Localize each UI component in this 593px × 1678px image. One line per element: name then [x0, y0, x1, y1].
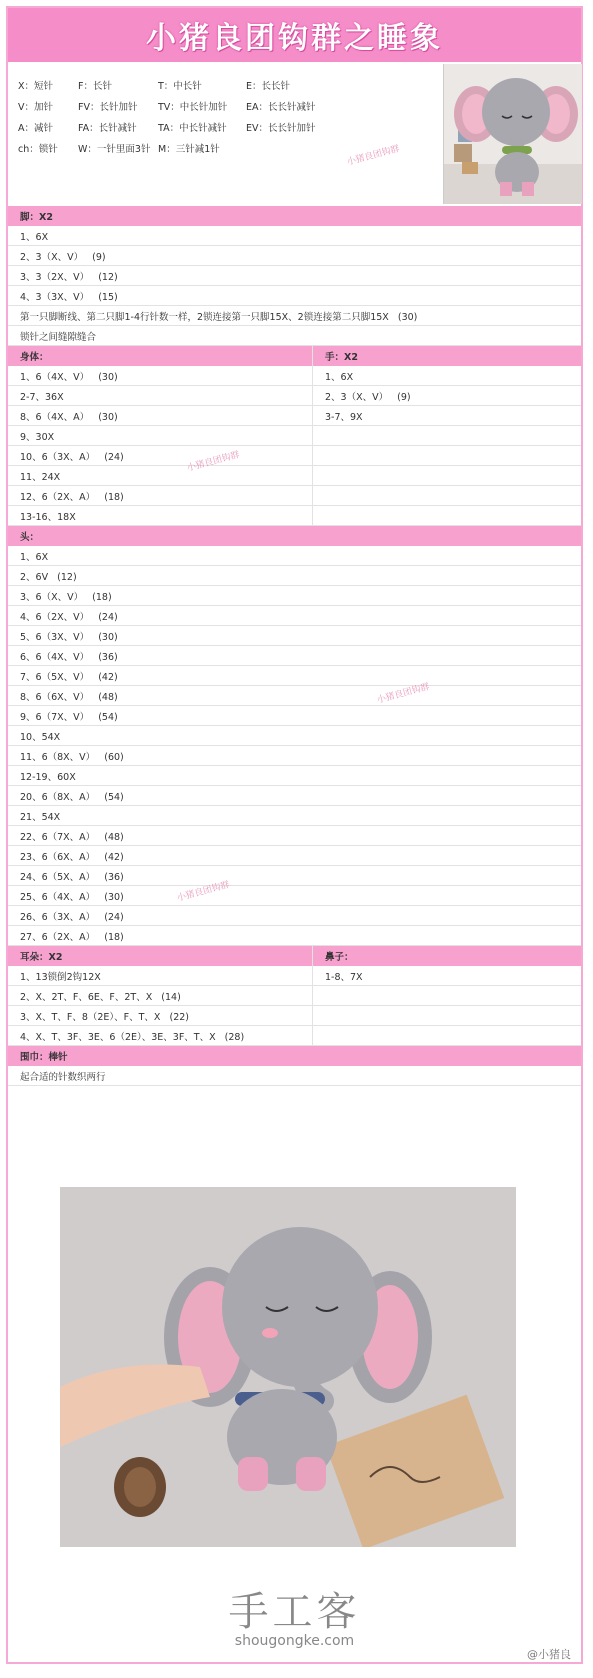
ear-header	[8, 946, 312, 966]
scarf-row-text: 起合适的针数织两行	[20, 1071, 106, 1083]
head-row	[8, 686, 581, 706]
body-row-text: 8、6（4X、A） (30)	[20, 411, 118, 423]
head-row	[8, 706, 581, 726]
elephant-photo	[60, 1187, 516, 1547]
body-row-text: 1、6（4X、V） (30)	[20, 371, 118, 383]
foot-row-text: 第一只脚断线、第二只脚1-4行针数一样，2锁连接第一只脚15X、2锁连接第二只脚15X (30)	[20, 311, 418, 323]
head-row-text: 3、6（X、V） (18)	[20, 591, 112, 603]
weibo-handle: @小猪良	[527, 1648, 571, 1661]
nose-row	[313, 1026, 581, 1046]
head-row-text: 4、6（2X、V） (24)	[20, 611, 118, 623]
hand-row-text: 3-7、9X	[325, 411, 363, 423]
hand-row	[313, 366, 581, 386]
head-row-text: 12-19、60X	[20, 771, 76, 783]
body-row	[8, 486, 312, 506]
head-row	[8, 806, 581, 826]
head-row-text: 11、6（8X、V） (60)	[20, 751, 124, 763]
nose-row-text: 1-8、7X	[325, 971, 363, 983]
ear-row-text: 4、X、T、3F、3E、6（2E）、3E、3F、T、X (28)	[20, 1031, 245, 1043]
body-column	[8, 346, 313, 526]
ear-nose-section	[8, 946, 581, 1046]
head-row-text: 6、6（4X、V） (36)	[20, 651, 118, 663]
body-row	[8, 446, 312, 466]
head-row-text: 23、6（6X、A） (42)	[20, 851, 124, 863]
elephant-photo-image	[60, 1187, 516, 1547]
legend-entry: W：一针里面3针	[78, 144, 151, 155]
body-row	[8, 466, 312, 486]
head-row-text: 8、6（6X、V） (48)	[20, 691, 118, 703]
head-row	[8, 766, 581, 786]
body-header-label: 身体：	[20, 352, 49, 363]
body-header	[8, 346, 312, 366]
footer-brand: 手工客	[228, 1589, 361, 1635]
head-row	[8, 586, 581, 606]
legend-entry: F：长针	[78, 81, 112, 92]
head-row	[8, 726, 581, 746]
hand-row	[313, 506, 581, 526]
body-row-text: 13-16、18X	[20, 511, 76, 523]
foot-row	[8, 326, 581, 346]
ear-row-text: 2、X、2T、F、6E、F、2T、X (14)	[20, 991, 181, 1003]
ear-row-text: 3、X、T、F、8（2E）、F、T、X (22)	[20, 1011, 189, 1023]
head-row-text: 10、54X	[20, 731, 61, 743]
legend-entry: A：减针	[18, 123, 53, 134]
foot-header-label: 脚：X2	[20, 212, 53, 223]
elephant-thumbnail-image	[444, 64, 582, 204]
legend-entry: V：加针	[18, 102, 53, 113]
title-bar	[8, 8, 581, 62]
legend-entry: TA：中长针减针	[158, 123, 227, 134]
foot-row	[8, 286, 581, 306]
nose-row	[313, 1006, 581, 1026]
page-title: 小猪良团钩群之睡象	[146, 21, 443, 56]
head-row	[8, 666, 581, 686]
ear-row	[8, 966, 312, 986]
foot-row	[8, 306, 581, 326]
scarf-row	[8, 1066, 581, 1086]
head-row-text: 24、6（5X、A） (36)	[20, 871, 124, 883]
head-row-text: 22、6（7X、A） (48)	[20, 831, 124, 843]
nose-row	[313, 966, 581, 986]
legend-entry: E：长长针	[246, 81, 291, 92]
elephant-thumbnail	[443, 64, 582, 204]
footer-url[interactable]: shougongke.com	[234, 1633, 355, 1649]
head-row-text: 1、6X	[20, 551, 49, 563]
head-row	[8, 786, 581, 806]
foot-row-text: 4、3（3X、V） (15)	[20, 291, 118, 303]
legend-entry: T：中长针	[158, 81, 202, 92]
legend-entry: EA：长长针减针	[246, 102, 316, 113]
hand-row-text: 2、3（X、V） (9)	[325, 391, 411, 403]
nose-header	[313, 946, 581, 966]
hand-row	[313, 466, 581, 486]
foot-row-text: 1、6X	[20, 231, 49, 243]
head-row-text: 21、54X	[20, 811, 61, 823]
foot-row-text: 3、3（2X、V） (12)	[20, 271, 118, 283]
legend-entry: ch：锁针	[18, 144, 58, 155]
pattern-sheet	[6, 6, 583, 1664]
ear-row	[8, 986, 312, 1006]
body-row-text: 2-7、36X	[20, 391, 64, 403]
head-row	[8, 646, 581, 666]
body-row-text: 9、30X	[20, 431, 55, 443]
ear-row-text: 1、13锁倒2钩12X	[20, 971, 101, 983]
scarf-header	[8, 1046, 581, 1066]
head-row-text: 26、6（3X、A） (24)	[20, 911, 124, 923]
ear-row	[8, 1026, 312, 1046]
body-hand-section	[8, 346, 581, 526]
ear-header-label: 耳朵：X2	[20, 952, 63, 963]
hand-column	[313, 346, 581, 526]
stitch-legend	[8, 64, 441, 204]
watermark: 小猪良团钩群	[346, 144, 401, 168]
head-row	[8, 906, 581, 926]
body-row-text: 12、6（2X、A） (18)	[20, 491, 124, 503]
head-row	[8, 546, 581, 566]
ear-row	[8, 1006, 312, 1026]
legend-entry: FA：长针减针	[78, 123, 137, 134]
head-row-text: 20、6（8X、A） (54)	[20, 791, 124, 803]
legend-entry: FV：长针加针	[78, 102, 138, 113]
head-row	[8, 626, 581, 646]
hand-row-text: 1、6X	[325, 371, 354, 383]
body-row	[8, 426, 312, 446]
foot-header	[8, 206, 581, 226]
body-row	[8, 506, 312, 526]
site-footer	[8, 1580, 581, 1649]
watermark: 小猪良团钩群	[186, 450, 241, 474]
head-row-text: 7、6（5X、V） (42)	[20, 671, 118, 683]
head-row	[8, 566, 581, 586]
head-row-text: 2、6V (12)	[20, 571, 77, 583]
legend-entry: M：三针减1针	[158, 144, 220, 155]
head-row	[8, 926, 581, 946]
body-row	[8, 366, 312, 386]
head-row	[8, 606, 581, 626]
foot-row-text: 2、3（X、V） (9)	[20, 251, 106, 263]
nose-row	[313, 986, 581, 1006]
foot-row	[8, 226, 581, 246]
hand-row	[313, 446, 581, 466]
head-row	[8, 866, 581, 886]
body-row	[8, 386, 312, 406]
hand-row	[313, 486, 581, 506]
foot-row-text: 锁针之间缝隙缝合	[20, 331, 97, 343]
head-header	[8, 526, 581, 546]
head-row	[8, 886, 581, 906]
hand-header	[313, 346, 581, 366]
body-row-text: 11、24X	[20, 471, 61, 483]
body-row	[8, 406, 312, 426]
hand-row	[313, 426, 581, 446]
body-row-text: 10、6（3X、A） (24)	[20, 451, 124, 463]
watermark: 小猪良团钩群	[376, 682, 431, 706]
head-row-text: 9、6（7X、V） (54)	[20, 711, 118, 723]
head-row-text: 25、6（4X、A） (30)	[20, 891, 124, 903]
nose-column	[313, 946, 581, 1046]
legend-entry: X：短针	[18, 81, 54, 92]
watermark: 小猪良团钩群	[176, 880, 231, 904]
head-row	[8, 826, 581, 846]
head-row	[8, 846, 581, 866]
nose-header-label: 鼻子：	[325, 952, 354, 963]
head-row-text: 27、6（2X、A） (18)	[20, 931, 124, 943]
hand-row	[313, 386, 581, 406]
legend-entry: TV：中长针加针	[158, 102, 228, 113]
head-row	[8, 746, 581, 766]
head-row-text: 5、6（3X、V） (30)	[20, 631, 118, 643]
ear-column	[8, 946, 313, 1046]
head-header-label: 头：	[20, 532, 40, 543]
foot-row	[8, 266, 581, 286]
foot-row	[8, 246, 581, 266]
hand-header-label: 手：X2	[325, 352, 358, 363]
scarf-header-label: 围巾：棒针	[20, 1052, 68, 1063]
legend-entry: EV：长长针加针	[246, 123, 316, 134]
hand-row	[313, 406, 581, 426]
